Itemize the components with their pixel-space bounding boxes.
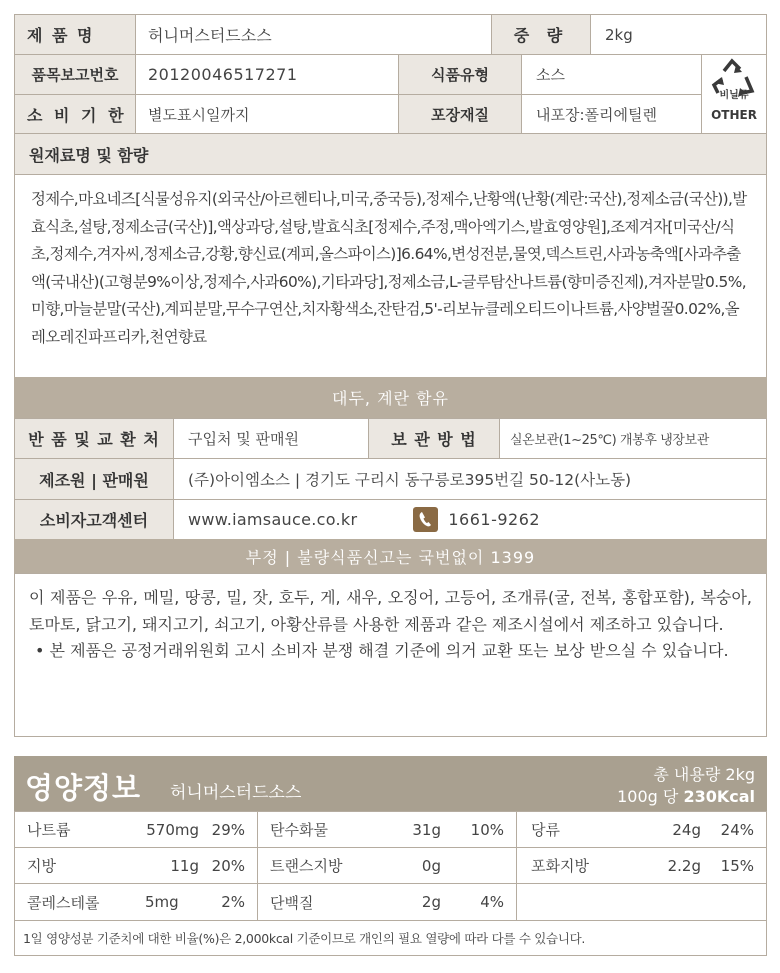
nutrient-amount: 11g xyxy=(170,856,199,875)
product-name-value-cell xyxy=(135,14,492,55)
food-type-value-cell xyxy=(521,54,702,95)
nutrient-pct: 24% xyxy=(720,820,754,839)
food-type-label: 식품유형 xyxy=(431,66,489,84)
nutrient-name: 지방 xyxy=(27,857,56,875)
nutrient-pct: 29% xyxy=(211,820,245,839)
weight-label-cell xyxy=(491,14,591,55)
nutrition-title: 영양정보 xyxy=(25,771,142,805)
nutrient-cell xyxy=(516,811,767,848)
nutrition-total: 총 내용량 2kg xyxy=(653,765,755,784)
nutrient-cell xyxy=(257,847,517,884)
allergy-notice: 이 제품은 우유, 메밀, 땅콩, 밀, 잣, 호두, 게, 새우, 오징어, 고등어, 조개류(굴, 전복, 홍합포함), 복숭아, 토마토, 닭고기, 돼지고기, 쇠고기, 아황산류를 사용한 제품과 같은 제조시설에서 제조하고 있습니다. xyxy=(29,588,752,634)
phone-icon xyxy=(413,507,438,532)
nutrient-pct: 2% xyxy=(221,893,245,911)
cs-label: 소비자고객센터 xyxy=(39,511,149,530)
nutrient-amount: 0g xyxy=(421,856,441,875)
report-no-value: 20120046517271 xyxy=(148,65,298,84)
cs-label-cell xyxy=(14,499,174,540)
packaging-value-cell xyxy=(521,94,702,134)
nutrient-name: 트랜스지방 xyxy=(270,857,343,875)
food-type-label-cell xyxy=(398,54,522,95)
maker-label-cell xyxy=(14,458,174,500)
report-text: 부정 | 불량식품신고는 국번없이 1399 xyxy=(245,548,536,567)
nutrient-amount: 24g xyxy=(672,820,701,839)
nutrient-amount: 31g xyxy=(412,820,441,839)
nutrient-cell xyxy=(14,811,258,848)
notice-box xyxy=(14,573,767,737)
nutrient-pct: 4% xyxy=(480,893,504,911)
food-type-value: 소스 xyxy=(536,66,565,84)
return-label: 반 품 및 교 환 처 xyxy=(28,430,160,449)
report-no-label: 품목보고번호 xyxy=(31,66,119,84)
maker-label: 제조원 | 판매원 xyxy=(39,470,149,490)
ingredients-text: 정제수,마요네즈[식물성유지(외국산/아르헨티나,미국,중국등),정제수,난황액(난황(계란:국산),정제소금(국산)),발효식초,설탕,정제소금(국산)],액상과당,설탕,발효식초[정제수,주정,맥아엑기스,발효영양원],조제겨자[미국산/식초,정제수,겨자씨,정제소금,강황,향신료(계피,올스파이스)]6.64%,변성전분,물엿,덱스트린,사과농축액[사과추출액(국내산)(고형분9%이상,정제수,사과60%),기타과당],정제소금,L-글루탐산나트륨(향미증진제),겨자분말0.5%,미향,마늘분말(국산),계피분말,무수구연산,치자황색소,잔탄검,5'-리보뉴클레오티드이나트륨,사양벌꿀0.02%,올레오레진파프리카,천연향료 xyxy=(31,190,747,346)
nutrition-product-name: 허니머스터드소스 xyxy=(170,783,302,803)
nutrient-cell xyxy=(516,847,767,884)
allergen-text: 대두, 계란 함유 xyxy=(332,389,449,408)
nutrient-cell xyxy=(257,883,517,921)
nutrient-cell xyxy=(257,811,517,848)
weight-value: 2kg xyxy=(605,25,633,44)
nutrient-amount: 2g xyxy=(421,893,441,911)
weight-value-cell xyxy=(590,14,767,55)
maker-value: (주)아이엠소스 | 경기도 구리시 동구릉로395번길 50-12(사노동) xyxy=(188,471,632,489)
nutrient-pct: 15% xyxy=(720,856,754,875)
nutrient-cell-empty xyxy=(516,883,767,921)
nutrition-footnote-box xyxy=(14,920,767,956)
recycle-mark xyxy=(702,55,766,133)
return-value: 구입처 및 판매원 xyxy=(188,430,299,448)
nutrition-header xyxy=(14,756,767,812)
storage-label-cell xyxy=(368,418,500,459)
nutrient-pct: 20% xyxy=(211,856,245,875)
cs-phone[interactable]: 1661-9262 xyxy=(448,510,541,529)
storage-value-cell xyxy=(499,418,767,459)
cs-url[interactable]: www.iamsauce.co.kr xyxy=(188,510,358,529)
ingredients-label: 원재료명 및 함량 xyxy=(29,145,149,165)
packaging-label: 포장재질 xyxy=(431,105,489,124)
expiry-label: 소 비 기 한 xyxy=(27,105,127,125)
recycle-mark-top-text: 비닐류 xyxy=(719,90,749,101)
report-no-label-cell xyxy=(14,54,136,95)
nutrition-per-line xyxy=(617,784,755,807)
nutrition-footnote: 1일 영양성분 기준치에 대한 비율(%)은 2,000kcal 기준이므로 개인의 필요 열량에 따라 다를 수 있습니다. xyxy=(23,931,586,946)
return-label-cell xyxy=(14,418,174,459)
recycle-mark-bottom-text: OTHER xyxy=(711,108,757,122)
weight-label: 중 량 xyxy=(513,26,569,45)
report-no-value-cell xyxy=(135,54,399,95)
packaging-value: 내포장:폴리에틸렌 xyxy=(536,105,657,124)
nutrient-amount: 5mg xyxy=(145,893,179,911)
nutrient-amount: 2.2g xyxy=(667,856,701,875)
nutrient-cell xyxy=(14,847,258,884)
report-band xyxy=(14,539,767,574)
maker-value-cell xyxy=(173,458,767,500)
nutrient-cell xyxy=(14,883,258,921)
product-name-label-cell xyxy=(14,14,136,55)
nutrient-amount: 570mg xyxy=(146,820,199,839)
nutrient-name: 단백질 xyxy=(270,893,314,912)
nutrient-name: 나트륨 xyxy=(27,821,71,839)
nutrition-kcal: 230Kcal xyxy=(683,787,755,806)
ingredients-label-cell xyxy=(14,133,767,175)
nutrient-name: 콜레스테롤 xyxy=(27,893,100,912)
nutrient-name: 당류 xyxy=(531,821,560,839)
expiry-label-cell xyxy=(14,94,136,134)
product-name-label: 제 품 명 xyxy=(27,26,95,45)
return-value-cell xyxy=(173,418,369,459)
ingredients-box xyxy=(14,174,767,378)
product-name-value: 허니머스터드소스 xyxy=(148,26,272,45)
nutrient-name: 탄수화물 xyxy=(270,821,328,839)
storage-value: 실온보관(1~25℃) 개봉후 냉장보관 xyxy=(510,433,709,448)
nutrition-per-label: 100g 당 xyxy=(617,787,684,806)
cs-value-cell xyxy=(173,499,767,540)
nutrient-name: 포화지방 xyxy=(531,857,589,875)
storage-label: 보 관 방 법 xyxy=(391,430,477,449)
nutrient-pct: 10% xyxy=(470,820,504,839)
packaging-label-cell xyxy=(398,94,522,134)
allergen-band xyxy=(14,377,767,418)
expiry-value: 별도표시일까지 xyxy=(148,105,250,124)
expiry-value-cell xyxy=(135,94,399,134)
compensation-notice: • 본 제품은 공정거래위원회 고시 소비자 분쟁 해결 기준에 의거 교환 또는 보상 받으실 수 있습니다. xyxy=(35,641,729,660)
